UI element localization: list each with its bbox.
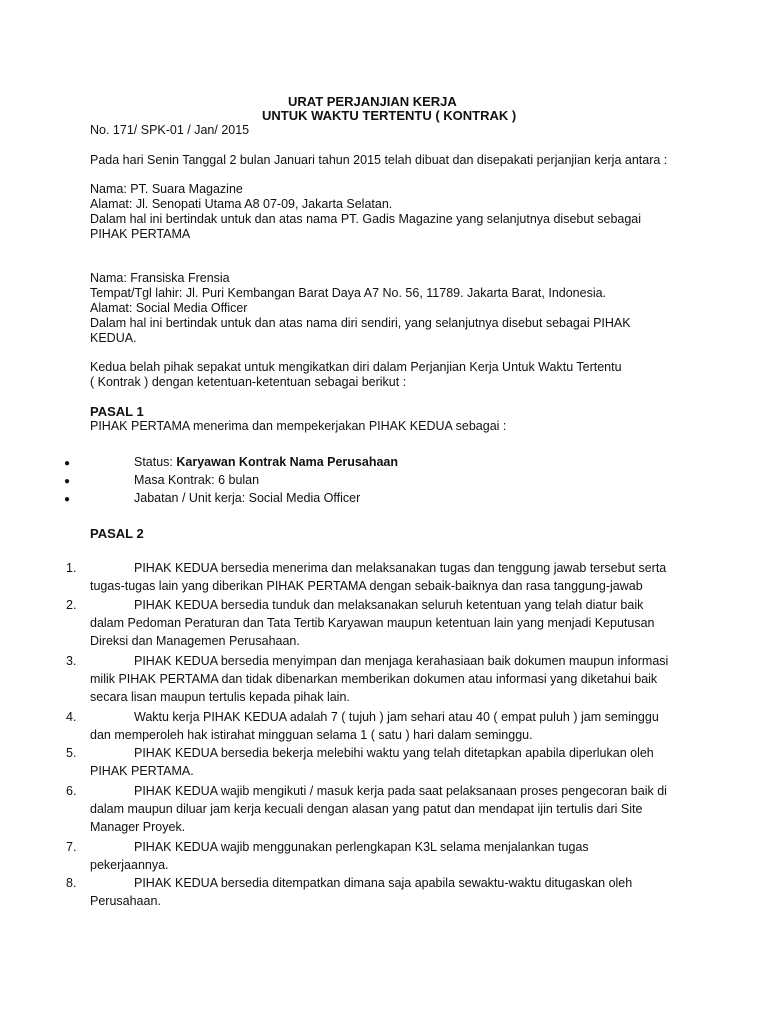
party1-name: Nama: PT. Suara Magazine [90, 182, 243, 196]
item-line2: dalam maupun diluar jam kerja kecuali dengan alasan yang patut dan mendapat ijin tertulis dari Site [90, 802, 643, 816]
party1-acting-line1: Dalam hal ini bertindak untuk dan atas nama PT. Gadis Magazine yang selanjutnya disebut sebagai [90, 212, 642, 226]
document-number: No. 171/ SPK-01 / Jan/ 2015 [90, 123, 250, 137]
item-line1: PIHAK KEDUA bersedia menyimpan dan menjaga kerahasiaan baik dokumen maupun informasi [134, 654, 669, 668]
agreement-line2: ( Kontrak ) dengan ketentuan-ketentuan sebagai berikut : [90, 375, 407, 389]
party2-acting-line2: KEDUA. [90, 331, 137, 345]
item-number: 4. [66, 710, 77, 724]
bullet-icon: ● [64, 476, 71, 487]
party2-name: Nama: Fransiska Frensia [90, 271, 230, 285]
item-line1: PIHAK KEDUA bersedia tunduk dan melaksanakan seluruh ketentuan yang telah diatur baik [134, 598, 644, 612]
jabatan: Jabatan / Unit kerja: Social Media Officer [134, 491, 361, 505]
party2-acting-line1: Dalam hal ini bertindak untuk dan atas nama diri sendiri, yang selanjutnya disebut sebagai PIHAK [90, 316, 631, 330]
party1-address: Alamat: Jl. Senopati Utama A8 07-09, Jakarta Selatan. [90, 197, 393, 211]
party1-acting-line2: PIHAK PERTAMA [90, 227, 191, 241]
item-line1: PIHAK KEDUA bersedia ditempatkan dimana saja apabila sewaktu-waktu ditugaskan oleh [134, 876, 633, 890]
item-line3: Manager Proyek. [90, 820, 186, 834]
item-number: 5. [66, 746, 77, 760]
intro-paragraph: Pada hari Senin Tanggal 2 bulan Januari tahun 2015 telah dibuat dan disepakati perjanjian kerja antara : [90, 153, 668, 167]
item-line1: PIHAK KEDUA wajib mengikuti / masuk kerja pada saat pelaksanaan proses pengecoran baik di [134, 784, 667, 798]
item-line2: tugas-tugas lain yang diberikan PIHAK PERTAMA dengan sebaik-baiknya dan rasa tanggung-jawab [90, 579, 643, 593]
item-line3: secara lisan maupun tertulis kepada pihak lain. [90, 690, 350, 704]
agreement-line1: Kedua belah pihak sepakat untuk mengikatkan diri dalam Perjanjian Kerja Untuk Waktu Tertentu [90, 360, 622, 374]
party2-birth: Tempat/Tgl lahir: Jl. Puri Kembangan Barat Daya A7 No. 56, 11789. Jakarta Barat, Indonesia. [90, 286, 607, 300]
item-line2: Perusahaan. [90, 894, 161, 908]
item-line1: PIHAK KEDUA wajib menggunakan perlengkapan K3L selama menjalankan tugas [134, 840, 589, 854]
item-number: 2. [66, 598, 77, 612]
party2-address: Alamat: Social Media Officer [90, 301, 248, 315]
item-number: 3. [66, 654, 77, 668]
item-number: 6. [66, 784, 77, 798]
item-line1: PIHAK KEDUA bersedia bekerja melebihi waktu yang telah ditetapkan apabila diperlukan oleh [134, 746, 654, 760]
status-value: Karyawan Kontrak Nama Perusahaan [176, 455, 399, 469]
item-number: 8. [66, 876, 77, 890]
item-line3: Direksi dan Managemen Perusahaan. [90, 634, 300, 648]
item-number: 7. [66, 840, 77, 854]
item-number: 1. [66, 561, 77, 575]
bullet-icon: ● [64, 458, 71, 469]
item-line2: dalam Pedoman Peraturan dan Tata Tertib Karyawan maupun ketentuan lain yang menjadi Keputusan [90, 616, 655, 630]
item-line2: pekerjaannya. [90, 858, 169, 872]
bullet-icon: ● [64, 494, 71, 505]
item-line2: PIHAK PERTAMA. [90, 764, 194, 778]
item-line1: PIHAK KEDUA bersedia menerima dan melaksanakan tugas dan tenggung jawab tersebut serta [134, 561, 667, 575]
status-label: Status: [134, 455, 177, 469]
pasal2-heading: PASAL 2 [90, 526, 144, 541]
item-line1: Waktu kerja PIHAK KEDUA adalah 7 ( tujuh ) jam sehari atau 40 ( empat puluh ) jam seminggu [134, 710, 659, 724]
item-line2: milik PIHAK PERTAMA dan tidak dibenarkan memberikan dokumen atau informasi yang diketahui baik [90, 672, 658, 686]
pasal1-heading: PASAL 1 [90, 404, 144, 419]
document-title-line1: URAT PERJANJIAN KERJA [288, 94, 457, 109]
pasal1-intro: PIHAK PERTAMA menerima dan mempekerjakan PIHAK KEDUA sebagai : [90, 419, 507, 433]
item-line2: dan memperoleh hak istirahat mingguan selama 1 ( satu ) hari dalam seminggu. [90, 728, 533, 742]
masa-kontrak: Masa Kontrak: 6 bulan [134, 473, 260, 487]
document-title-line2: UNTUK WAKTU TERTENTU ( KONTRAK ) [262, 108, 517, 123]
